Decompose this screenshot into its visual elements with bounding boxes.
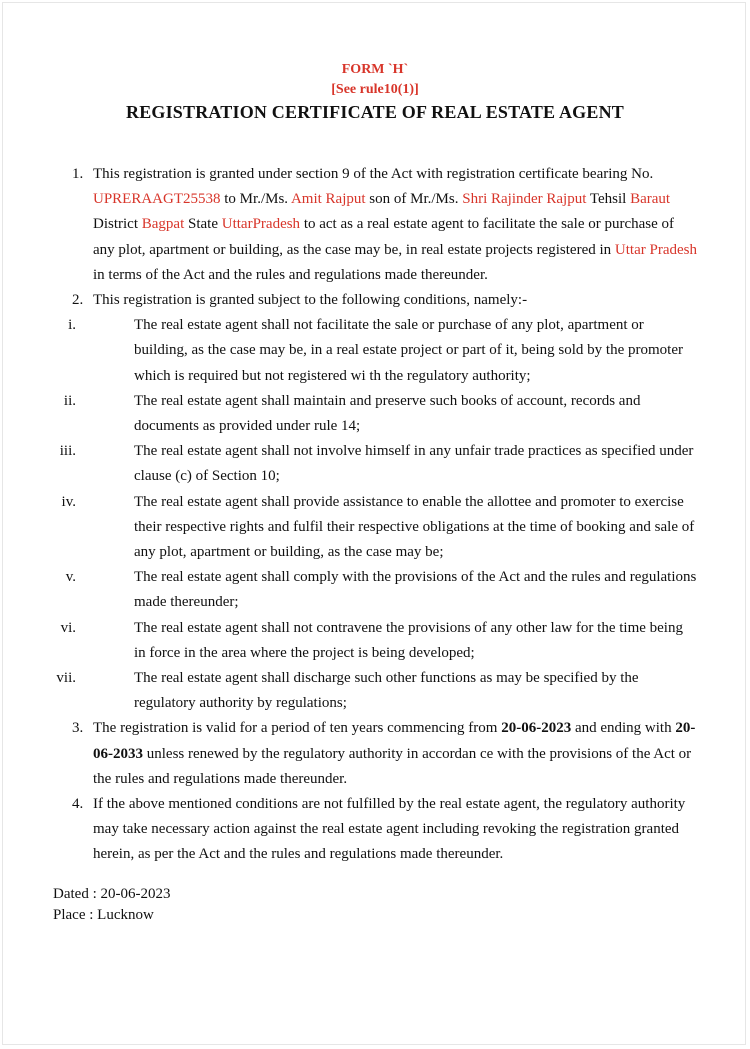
tehsil: Baraut [630, 191, 671, 208]
agent-name: Amit Rajput [290, 191, 366, 208]
condition-iv [0, 490, 698, 566]
condition-number: vii. [56, 670, 76, 687]
certificate-title: REGISTRATION CERTIFICATE OF REAL ESTATE AGENT [126, 102, 624, 122]
district: Bagpat [141, 216, 185, 233]
state: UttarPradesh [221, 216, 301, 233]
father-name: Shri Rajinder Rajput [462, 191, 587, 208]
clause-text: If the above mentioned conditions are not fulfilled by the real estate agent, the regulatory authority may take necessary action against the real estate agent including revoking the registration granted herein, as per the Act and the rules and regulations made thereunder. [93, 796, 686, 863]
condition-number: vi. [60, 619, 76, 636]
certificate-body [0, 162, 750, 868]
rule-reference: [See rule10(1)] [331, 82, 419, 97]
condition-number: ii. [63, 392, 76, 409]
condition-text: The real estate agent shall maintain and preserve such books of account, records and documents as provided under rule 14; [134, 392, 641, 435]
clause-3: 3. The registration is valid for a period of ten years commencing from 20-06-2023 and ending with 20-06-2033 unless renewed by the regulatory authority in accordan ce with the provisions of the Act or the rules and regulations made thereunder. [0, 716, 698, 792]
clause-number: 1. [72, 166, 84, 182]
clause-text: This registration is granted subject to the following conditions, namely:- [93, 292, 528, 309]
validity-start-date: 20-06-2023 [501, 720, 572, 737]
condition-text: The real estate agent shall comply with the provisions of the Act and the rules and regulations made thereunder; [134, 569, 697, 611]
dated: Dated : 20-06-2023 [53, 886, 171, 902]
place: Place : Lucknow [53, 907, 154, 923]
validity-end-date: 20-06-2033 [93, 720, 696, 762]
condition-number: iii. [59, 443, 76, 460]
condition-text: The real estate agent shall not contravene the provisions of any other law for the time being in force in the area where the project is being developed; [134, 619, 683, 661]
condition-number: i. [68, 317, 76, 334]
registered-state: Uttar Pradesh [614, 241, 697, 258]
condition-v [0, 565, 698, 615]
clause-number: 3. [72, 720, 84, 737]
clause-1: 1. This registration is granted under section 9 of the Act with registration certificate bearing No. UPRERAAGT25538 to Mr./Ms. Amit Rajput son of Mr./Ms. Shri Rajinder Rajput Tehsil Baraut District Bagpat State UttarPradesh to act as a real estate agent to facilitate the sale or purchase of any plot, apartment or building, as the case may be, in real estate projects registered in Uttar Pradesh in terms of the Act and the rules and regulations made thereunder. [0, 162, 698, 288]
footer [53, 884, 170, 926]
condition-vii [0, 666, 698, 716]
condition-number: v. [65, 569, 76, 586]
condition-text: The real estate agent shall discharge such other functions as may be specified by the regulatory authority by regulations; [134, 670, 639, 712]
clause-number: 4. [72, 796, 84, 813]
registration-number: UPRERAAGT25538 [93, 191, 221, 208]
condition-text: The real estate agent shall provide assistance to enable the allottee and promoter to exercise their respective rights and fulfil their respective obligations at the time of booking and sale of any plot, apartment or building, as the case may be; [134, 493, 695, 561]
condition-i [0, 313, 698, 389]
clause-4 [0, 792, 698, 868]
condition-iii [0, 439, 698, 489]
form-label: FORM `H` [341, 62, 409, 77]
condition-text: The real estate agent shall not facilitate the sale or purchase of any plot, apartment or building, as the case may be, in a real estate project or part of it, being sold by the promoter which is required but not registered wi th the regulatory authority; [134, 317, 683, 384]
clause-number: 2. [72, 292, 84, 309]
condition-number: iv. [61, 493, 76, 510]
condition-ii [0, 389, 698, 439]
condition-text: The real estate agent shall not involve himself in any unfair trade practices as specified under clause (c) of Section 10; [134, 443, 694, 485]
clause-2 [0, 288, 698, 313]
condition-vi [0, 616, 698, 666]
